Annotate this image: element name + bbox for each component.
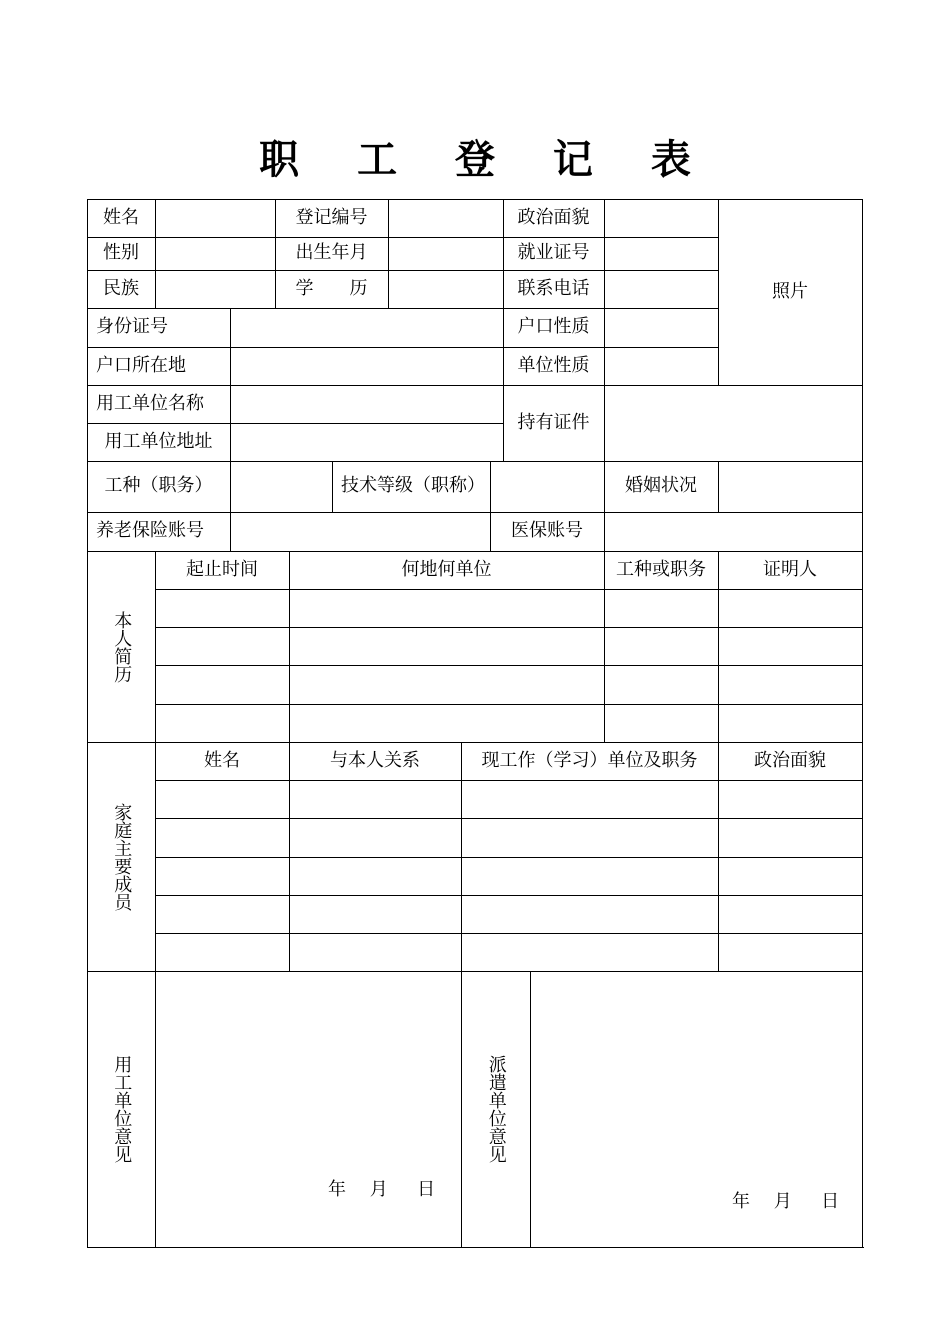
- birth-field[interactable]: [388, 237, 503, 270]
- education-field[interactable]: [388, 270, 503, 308]
- resume-header-job: 工种或职务: [616, 558, 706, 580]
- dispatch-opinion-date: 年 月 日: [732, 1191, 840, 1212]
- employer-addr-field[interactable]: [230, 423, 503, 461]
- hukou-type-field[interactable]: [604, 308, 718, 347]
- resume-header-period: 起止时间: [186, 558, 258, 580]
- resume-rows[interactable]: [155, 589, 862, 742]
- pension-acct-field[interactable]: [230, 512, 490, 551]
- medical-acct-field[interactable]: [604, 512, 862, 551]
- phone-field[interactable]: [604, 270, 718, 308]
- family-section-label: [87, 742, 155, 971]
- name-field[interactable]: [155, 199, 275, 237]
- dispatch-opinion-label: [461, 971, 530, 1247]
- employ-cert-field[interactable]: [604, 237, 718, 270]
- id-card-label: 身份证号: [96, 316, 168, 338]
- marital-label: 婚姻状况: [625, 475, 697, 497]
- certificates-field[interactable]: [604, 385, 862, 461]
- resume-section-label: [87, 551, 155, 742]
- tech-level-text: 技术等级（职称）: [341, 475, 485, 497]
- job-type-field[interactable]: [230, 461, 332, 512]
- employer-opinion-field[interactable]: [155, 971, 461, 1247]
- pension-acct-label: 养老保险账号: [96, 520, 204, 542]
- id-card-field[interactable]: [230, 308, 503, 347]
- job-type-label: 工种（职务）: [104, 475, 213, 497]
- family-label-text: 家庭主要成员: [111, 802, 133, 911]
- employer-name-field[interactable]: [230, 385, 503, 423]
- resume-header-place: 何地何单位: [401, 558, 492, 580]
- family-header-name: 姓名: [204, 749, 240, 771]
- certificates-label: 持有证件: [517, 411, 590, 433]
- hukou-place-field[interactable]: [230, 347, 503, 385]
- employer-opinion-text: 用工单位意见: [111, 1055, 133, 1163]
- hukou-type-label: 户口性质: [517, 316, 590, 338]
- family-header-work: 现工作（学习）单位及职务: [481, 749, 698, 771]
- hukou-place-label: 户口所在地: [96, 354, 186, 376]
- education-label: 学 历: [295, 277, 368, 299]
- reg-no-label: 登记编号: [295, 206, 368, 228]
- dispatch-opinion-text: 派遣单位意见: [485, 1055, 507, 1163]
- employ-cert-label: 就业证号: [517, 242, 590, 264]
- photo-box: 照片: [772, 280, 808, 302]
- political-label: 政治面貌: [517, 206, 590, 228]
- resume-header-witness: 证明人: [763, 558, 817, 580]
- page-title: 职 工 登 记 表: [259, 137, 713, 183]
- family-rows[interactable]: [155, 780, 862, 971]
- ethnicity-field[interactable]: [155, 270, 275, 308]
- gender-label: 性别: [103, 242, 139, 264]
- marital-field[interactable]: [718, 461, 862, 512]
- employer-opinion-label: [87, 971, 155, 1247]
- employer-name-label: 用工单位名称: [96, 392, 204, 414]
- tech-level-field[interactable]: [490, 461, 604, 512]
- employer-opinion-date: 年 月 日: [328, 1179, 436, 1200]
- political-field[interactable]: [604, 199, 718, 237]
- birth-label: 出生年月: [295, 242, 368, 264]
- ethnicity-label: 民族: [103, 277, 139, 299]
- resume-label-text: 本人简历: [111, 610, 133, 683]
- unit-type-label: 单位性质: [517, 354, 590, 376]
- employer-addr-label: 用工单位地址: [104, 430, 213, 452]
- phone-label: 联系电话: [517, 277, 590, 299]
- gender-field[interactable]: [155, 237, 275, 270]
- name-label: 姓名: [103, 206, 139, 228]
- family-header-relation: 与本人关系: [330, 749, 420, 771]
- unit-type-field[interactable]: [604, 347, 718, 385]
- tech-level-label: [332, 461, 490, 512]
- reg-no-field[interactable]: [388, 199, 503, 237]
- family-header-political: 政治面貌: [754, 749, 826, 771]
- medical-acct-label: 医保账号: [511, 520, 583, 542]
